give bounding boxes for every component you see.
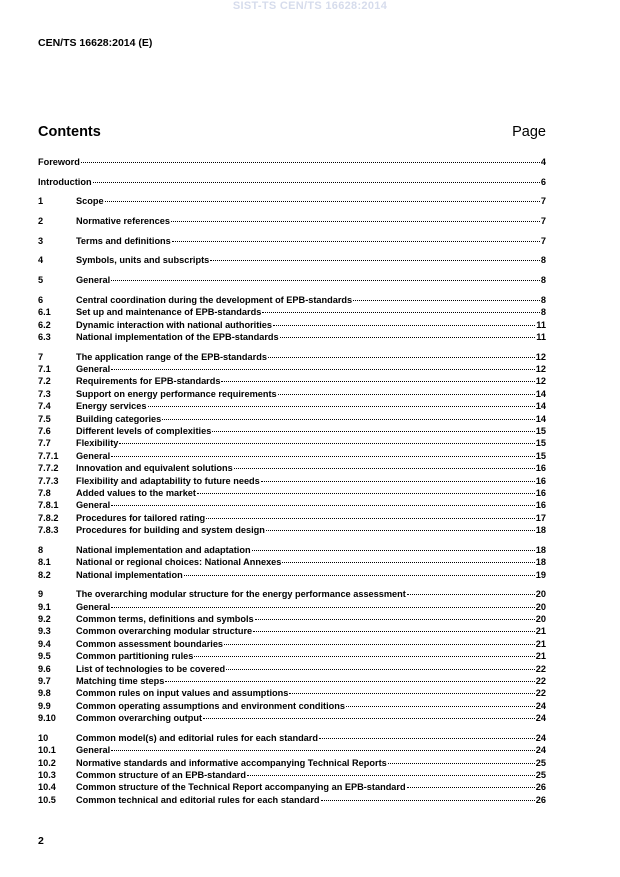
toc-entry[interactable] [38, 781, 546, 793]
toc-entry-title: Requirements for EPB-standards [76, 376, 221, 387]
dot-leader [148, 406, 535, 407]
toc-entry-number: 6 [38, 294, 44, 305]
toc-entry-title: National implementation [76, 569, 183, 580]
toc-entry-number: 7 [38, 351, 44, 362]
toc-entry-title: Common structure of the Technical Report accompanying an EPB-standard [76, 782, 406, 793]
toc-entry-page: 6 [540, 176, 546, 187]
toc-entry[interactable] [38, 512, 546, 524]
dot-leader [172, 241, 540, 242]
page-column-label: Page [512, 124, 546, 140]
toc-entry-page: 16 [535, 487, 546, 498]
toc-entry-page: 21 [535, 626, 546, 637]
toc-entry-page: 18 [535, 557, 546, 568]
toc-group [38, 156, 546, 168]
toc-entry[interactable] [38, 413, 546, 425]
toc-entry-title: Common overarching output [76, 713, 203, 724]
toc-entry-page: 24 [535, 745, 546, 756]
toc-entry[interactable] [38, 425, 546, 437]
dot-leader [111, 369, 535, 370]
toc-entry-number: 7.5 [38, 413, 51, 424]
toc-entry-title: Building categories [76, 413, 162, 424]
dot-leader [81, 162, 540, 163]
toc-entry[interactable] [38, 195, 546, 207]
toc-entry-page: 8 [540, 294, 546, 305]
toc-entry-number: 7.8.1 [38, 500, 59, 511]
dot-leader [119, 443, 534, 444]
toc-entry[interactable] [38, 306, 546, 318]
toc-entry[interactable] [38, 732, 546, 744]
toc-entry-number: 7.7 [38, 438, 51, 449]
toc-entry-title: General [76, 500, 111, 511]
dot-leader [184, 575, 535, 576]
toc-entry-number: 9.7 [38, 676, 51, 687]
toc-entry-title: Set up and maintenance of EPB-standards [76, 307, 262, 318]
dot-leader [111, 280, 540, 281]
toc-entry-page: 16 [535, 500, 546, 511]
toc-entry-page: 7 [540, 196, 546, 207]
toc-entry-page: 15 [535, 450, 546, 461]
toc-entry-page: 7 [540, 235, 546, 246]
toc-entry-number: 7.3 [38, 388, 51, 399]
toc-entry-title: Common partitioning rules [76, 651, 194, 662]
toc-entry-number: 9.5 [38, 651, 51, 662]
document-id: CEN/TS 16628:2014 (E) [38, 37, 153, 49]
toc-entry[interactable] [38, 744, 546, 756]
toc-entry-page: 18 [535, 525, 546, 536]
dot-leader [255, 619, 535, 620]
toc-group [38, 235, 546, 247]
toc-entry-page: 20 [535, 614, 546, 625]
toc-entry[interactable] [38, 769, 546, 781]
dot-leader [407, 787, 535, 788]
toc-entry-number: 9.3 [38, 626, 51, 637]
toc-entry-title: Different levels of complexities [76, 426, 212, 437]
dot-leader [224, 644, 535, 645]
toc-entry[interactable] [38, 437, 546, 449]
dot-leader [210, 260, 540, 261]
toc-entry-page: 15 [535, 426, 546, 437]
toc-entry[interactable] [38, 215, 546, 227]
toc-entry-title: Support on energy performance requirements [76, 388, 277, 399]
toc-entry-page: 22 [535, 676, 546, 687]
toc-entry-title: Introduction [38, 176, 92, 187]
toc-entry[interactable] [38, 156, 546, 168]
toc-entry[interactable] [38, 487, 546, 499]
dot-leader [321, 800, 535, 801]
toc-entry-page: 26 [535, 782, 546, 793]
toc-entry-title: Added values to the market [76, 487, 196, 498]
toc-entry[interactable] [38, 351, 546, 363]
dot-leader [105, 201, 540, 202]
toc-entry-number: 9.4 [38, 638, 51, 649]
toc-entry-number: 10.5 [38, 794, 56, 805]
toc-entry-number: 10.3 [38, 770, 56, 781]
dot-leader [388, 763, 535, 764]
toc-entry-page: 12 [535, 364, 546, 375]
toc-entry-number: 7.6 [38, 426, 51, 437]
toc-entry[interactable] [38, 675, 546, 687]
toc-entry-number: 5 [38, 275, 44, 286]
toc-entry-number: 9.6 [38, 663, 51, 674]
toc-entry-page: 12 [535, 351, 546, 362]
toc-entry-title: List of technologies to be covered [76, 663, 226, 674]
toc-entry-page: 20 [535, 589, 546, 600]
dot-leader [171, 221, 540, 222]
toc-entry[interactable] [38, 319, 546, 331]
dot-leader [282, 562, 534, 563]
toc-entry-page: 4 [540, 157, 546, 167]
toc-group [38, 544, 546, 581]
toc-entry[interactable] [38, 663, 546, 675]
dot-leader [253, 631, 535, 632]
dot-leader [194, 656, 534, 657]
dot-leader [268, 357, 535, 358]
toc-entry-page: 11 [536, 331, 546, 342]
toc-entry-number: 7.8 [38, 487, 51, 498]
toc-entry-title: Innovation and equivalent solutions [76, 463, 233, 474]
toc-group [38, 351, 546, 537]
toc-entry-number: 6.3 [38, 331, 51, 342]
dot-leader [162, 419, 535, 420]
toc-entry-title: Foreword [38, 157, 80, 167]
dot-leader [262, 312, 540, 313]
toc-entry[interactable] [38, 569, 546, 581]
dot-leader [93, 182, 540, 183]
toc-entry[interactable] [38, 375, 546, 387]
toc-entry-number: 9.8 [38, 688, 51, 699]
toc-entry[interactable] [38, 254, 546, 266]
page-number: 2 [38, 835, 44, 847]
toc-entry-page: 25 [535, 757, 546, 768]
toc-entry[interactable] [38, 388, 546, 400]
toc-entry-number: 1 [38, 196, 44, 207]
dot-leader [266, 530, 535, 531]
toc-entry-page: 12 [535, 376, 546, 387]
toc-entry-page: 14 [535, 388, 546, 399]
toc-entry-title: Common terms, definitions and symbols [76, 614, 254, 625]
toc-entry-title: Common assessment boundaries [76, 638, 224, 649]
toc-entry-number: 9 [38, 589, 44, 600]
toc-entry-number: 7.7.3 [38, 475, 59, 486]
toc-entry-title: Common technical and editorial rules for each standard [76, 794, 320, 805]
toc-entry-number: 10 [38, 732, 49, 743]
toc-entry-page: 8 [540, 275, 546, 286]
dot-leader [319, 738, 535, 739]
toc-entry-number: 7.1 [38, 364, 51, 375]
toc-entry-title: National or regional choices: National Annexes [76, 557, 282, 568]
dot-leader [221, 381, 534, 382]
toc-entry-number: 6.1 [38, 307, 51, 318]
toc-entry[interactable] [38, 794, 546, 806]
toc-entry-page: 17 [535, 512, 546, 523]
toc-group [38, 294, 546, 344]
toc-entry-title: Symbols, units and subscripts [76, 255, 210, 266]
toc-entry[interactable] [38, 499, 546, 511]
toc-entry-page: 19 [535, 569, 546, 580]
toc-entry-page: 22 [535, 688, 546, 699]
toc-entry-title: Scope [76, 196, 104, 207]
toc-entry-number: 7.4 [38, 401, 51, 412]
toc-entry-number: 6.2 [38, 319, 51, 330]
toc-entry[interactable] [38, 556, 546, 568]
toc-entry-page: 24 [535, 732, 546, 743]
toc-entry-number: 7.7.2 [38, 463, 59, 474]
toc-entry-page: 14 [535, 413, 546, 424]
toc-entry-title: Common model(s) and editorial rules for each standard [76, 732, 318, 743]
toc-entry-title: Central coordination during the development of EPB-standards [76, 294, 353, 305]
toc-entry[interactable] [38, 700, 546, 712]
toc-entry[interactable] [38, 757, 546, 769]
dot-leader [234, 468, 535, 469]
toc-entry[interactable] [38, 331, 546, 343]
toc-entry-number: 9.2 [38, 614, 51, 625]
dot-leader [111, 750, 535, 751]
toc-entry[interactable] [38, 294, 546, 306]
toc-entry-title: Flexibility [76, 438, 119, 449]
toc-entry-title: National implementation of the EPB-standards [76, 331, 279, 342]
toc-entry-page: 18 [535, 544, 546, 555]
toc-entry-title: Common overarching modular structure [76, 626, 253, 637]
toc-entry-number: 4 [38, 255, 44, 266]
toc-entry-page: 26 [535, 794, 546, 805]
watermark: SIST-TS CEN/TS 16628:2014 [232, 0, 388, 12]
toc-entry-number: 7.8.3 [38, 525, 59, 536]
toc-entry-page: 21 [535, 651, 546, 662]
toc-entry[interactable] [38, 712, 546, 724]
toc-entry-page: 24 [535, 713, 546, 724]
dot-leader [111, 607, 535, 608]
toc-entry[interactable] [38, 544, 546, 556]
toc-entry-number: 8 [38, 544, 44, 555]
toc-entry-number: 7.8.2 [38, 512, 59, 523]
toc-entry-number: 10.1 [38, 745, 56, 756]
dot-leader [165, 681, 534, 682]
toc-entry-page: 8 [540, 255, 546, 266]
toc-entry-title: General [76, 275, 111, 286]
toc-entry-page: 7 [540, 216, 546, 227]
toc-entry-page: 15 [535, 438, 546, 449]
toc-entry-page: 25 [535, 770, 546, 781]
toc-entry[interactable] [38, 363, 546, 375]
toc-entry-title: Normative standards and informative accompanying Technical Reports [76, 757, 387, 768]
toc-entry-title: Common rules on input values and assumptions [76, 688, 289, 699]
toc-group [38, 274, 546, 286]
toc-entry-title: Terms and definitions [76, 235, 171, 246]
toc-entry-page: 24 [535, 700, 546, 711]
toc-entry-title: Dynamic interaction with national authorities [76, 319, 273, 330]
toc-entry-page: 22 [535, 663, 546, 674]
toc-entry-title: Procedures for building and system design [76, 525, 265, 536]
toc-entry-title: General [76, 364, 111, 375]
dot-leader [346, 706, 535, 707]
dot-leader [261, 481, 535, 482]
toc-entry[interactable] [38, 524, 546, 536]
toc-entry-number: 9.9 [38, 700, 51, 711]
toc-entry-title: The overarching modular structure for the energy performance assessment [76, 589, 406, 600]
toc-entry-number: 7.2 [38, 376, 51, 387]
toc-entry-title: General [76, 601, 111, 612]
toc-entry[interactable] [38, 625, 546, 637]
toc-entry-page: 11 [536, 319, 546, 330]
toc-entry-page: 8 [540, 307, 546, 318]
toc-entry-number: 8.1 [38, 557, 51, 568]
toc-entry[interactable] [38, 176, 546, 188]
toc-entry-title: Common structure of an EPB-standard [76, 770, 246, 781]
toc-entry-number: 8.2 [38, 569, 51, 580]
toc-entry-number: 10.2 [38, 757, 56, 768]
dot-leader [280, 337, 536, 338]
dot-leader [111, 456, 535, 457]
toc-entry-title: Common operating assumptions and environment conditions [76, 700, 346, 711]
toc-entry-title: The application range of the EPB-standards [76, 351, 267, 362]
toc-group [38, 215, 546, 227]
toc-entry[interactable] [38, 235, 546, 247]
toc-group [38, 588, 546, 724]
toc-group [38, 195, 546, 207]
toc-entry-title: Energy services [76, 401, 147, 412]
toc-entry[interactable] [38, 475, 546, 487]
toc-entry-number: 2 [38, 216, 44, 227]
toc-entry-page: 16 [535, 475, 546, 486]
dot-leader [212, 431, 534, 432]
dot-leader [206, 518, 535, 519]
toc-entry[interactable] [38, 601, 546, 613]
toc-entry-title: General [76, 450, 111, 461]
toc-entry-number: 9.10 [38, 713, 56, 724]
toc-entry-title: Normative references [76, 216, 170, 227]
dot-leader [273, 325, 535, 326]
table-of-contents [38, 156, 546, 814]
toc-entry[interactable] [38, 638, 546, 650]
toc-entry[interactable] [38, 274, 546, 286]
toc-entry[interactable] [38, 462, 546, 474]
dot-leader [197, 493, 535, 494]
dot-leader [111, 505, 535, 506]
toc-entry-page: 14 [535, 401, 546, 412]
toc-group [38, 176, 546, 188]
dot-leader [247, 775, 535, 776]
toc-entry-page: 20 [535, 601, 546, 612]
toc-group [38, 732, 546, 806]
toc-entry[interactable] [38, 650, 546, 662]
dot-leader [289, 693, 534, 694]
dot-leader [407, 594, 535, 595]
toc-entry-title: Matching time steps [76, 676, 165, 687]
toc-entry[interactable] [38, 588, 546, 600]
dot-leader [252, 550, 535, 551]
toc-entry[interactable] [38, 450, 546, 462]
toc-entry[interactable] [38, 613, 546, 625]
toc-entry-page: 16 [535, 463, 546, 474]
toc-entry-title: Procedures for tailored rating [76, 512, 206, 523]
toc-entry-title: General [76, 745, 111, 756]
dot-leader [278, 394, 535, 395]
dot-leader [226, 669, 535, 670]
toc-entry-title: National implementation and adaptation [76, 544, 251, 555]
dot-leader [353, 300, 540, 301]
toc-entry-page: 21 [535, 638, 546, 649]
toc-entry-title: Flexibility and adaptability to future needs [76, 475, 260, 486]
toc-entry-number: 7.7.1 [38, 450, 59, 461]
toc-entry-number: 10.4 [38, 782, 56, 793]
toc-group [38, 254, 546, 266]
toc-entry-number: 9.1 [38, 601, 51, 612]
contents-heading: Contents [38, 124, 101, 140]
toc-entry[interactable] [38, 400, 546, 412]
dot-leader [203, 718, 535, 719]
toc-entry[interactable] [38, 687, 546, 699]
toc-entry-number: 3 [38, 235, 44, 246]
